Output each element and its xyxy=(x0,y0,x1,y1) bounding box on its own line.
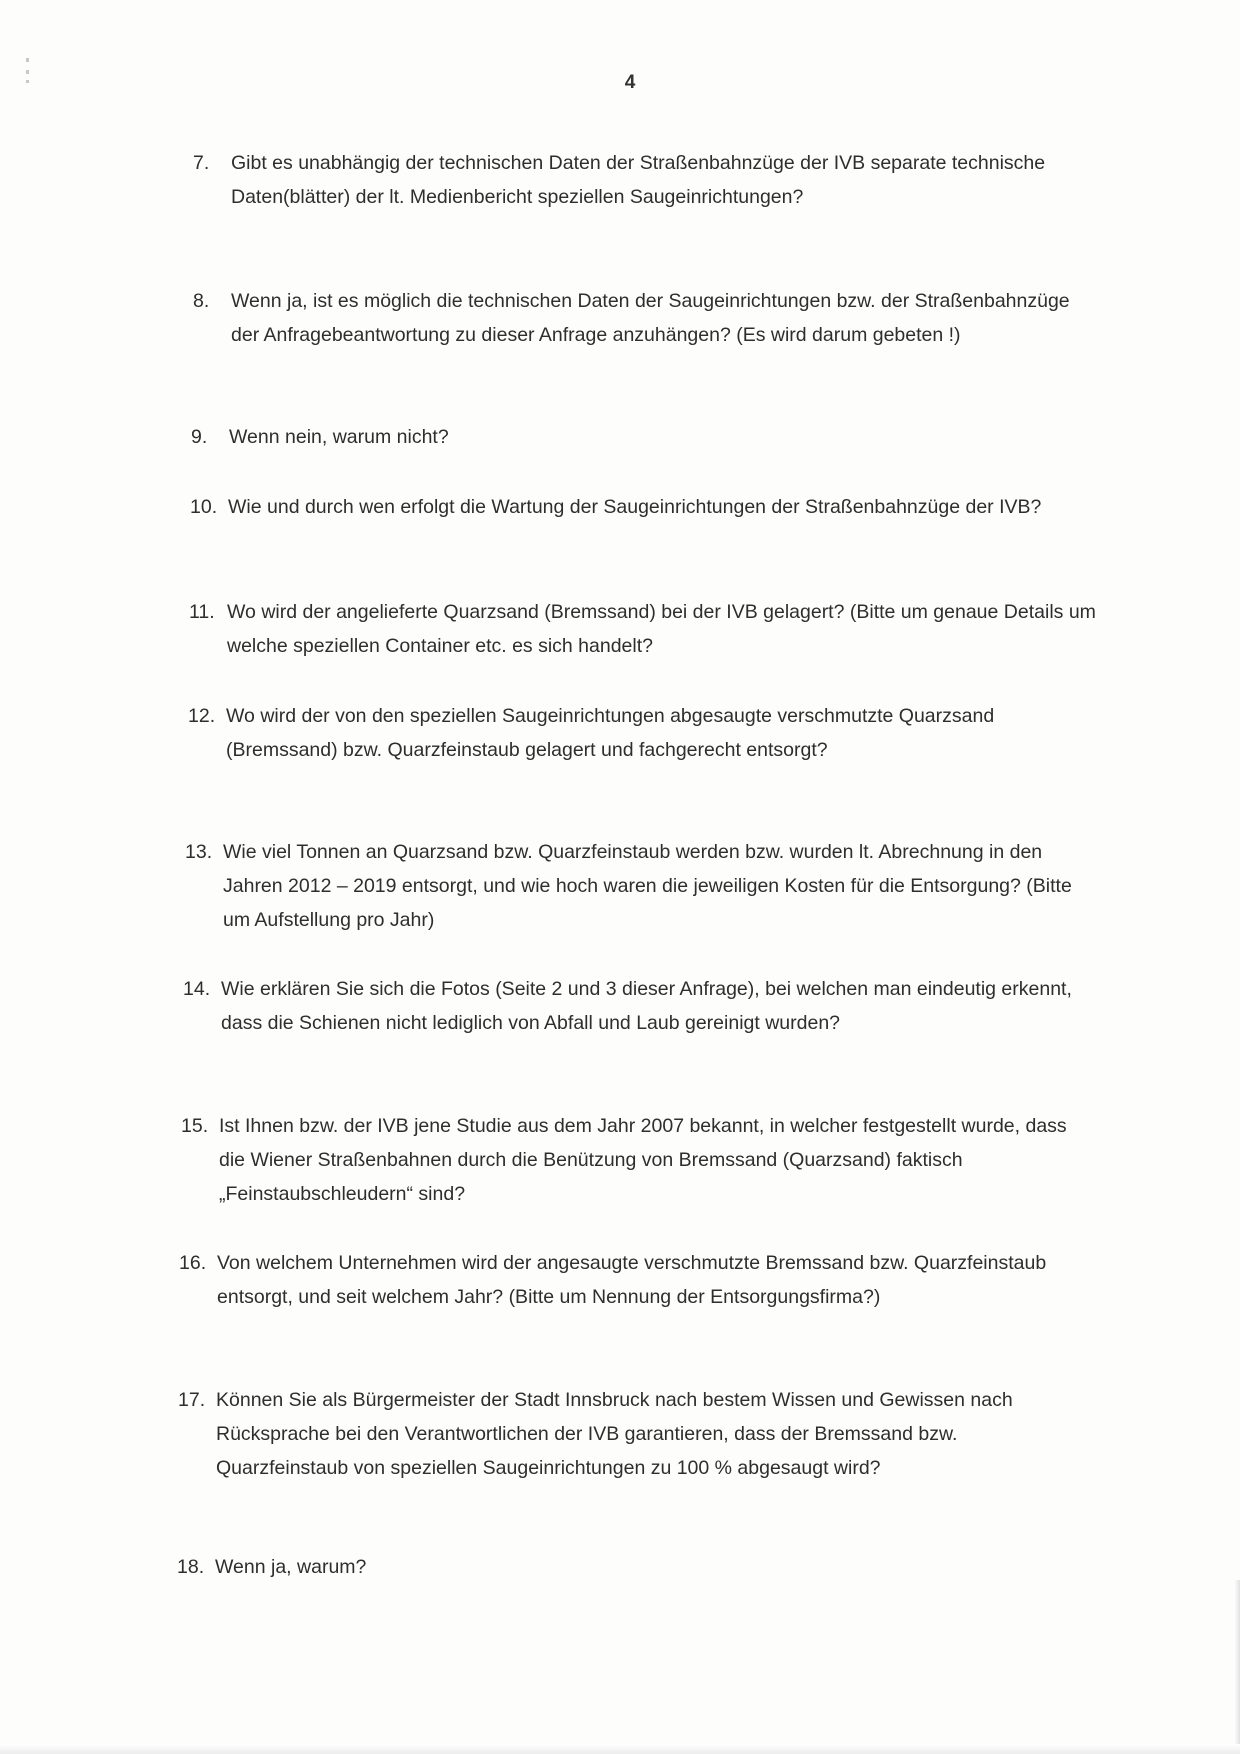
question-text: Gibt es unabhängig der technischen Daten der Straßenbahnzüge der IVB separate technische Daten(blätter) der lt. Medienbericht speziellen Saugeinrichtungen? xyxy=(231,152,1046,208)
question-item xyxy=(190,490,1100,524)
question-item xyxy=(193,284,1100,352)
question-item xyxy=(183,972,1093,1040)
question-number: 14. xyxy=(183,978,211,1000)
question-item xyxy=(177,1550,1088,1584)
question-number: 12. xyxy=(188,705,216,727)
question-text: Wenn nein, warum nicht? xyxy=(229,426,449,448)
question-text: Können Sie als Bürgermeister der Stadt Innsbruck nach bestem Wissen und Gewissen nach Rücksprache bei den Verantwortlichen der IVB garantieren, dass der Bremssand bzw. Quarzfeinstaub von speziellen Saugeinrichtungen zu 100 % abgesaugt wird? xyxy=(216,1389,1013,1479)
question-item xyxy=(178,1383,1089,1485)
question-number: 17. xyxy=(178,1389,206,1411)
question-item xyxy=(179,1246,1090,1314)
question-item xyxy=(193,146,1100,214)
question-number: 11. xyxy=(189,601,215,623)
question-text: Ist Ihnen bzw. der IVB jene Studie aus dem Jahr 2007 bekannt, in welcher festgestellt wurde, dass die Wiener Straßenbahnen durch die Benützung von Bremssand (Quarzsand) faktisch „Feinstaubschleudern“ sind? xyxy=(219,1115,1067,1205)
question-text: Wie viel Tonnen an Quarzsand bzw. Quarzfeinstaub werden bzw. wurden lt. Abrechnung in den Jahren 2012 – 2019 entsorgt, und wie hoch waren die jeweiligen Kosten für die Entsorgung? (Bitte um Aufstellung pro Jahr) xyxy=(223,841,1072,931)
question-item xyxy=(189,595,1098,663)
question-text: Wie erklären Sie sich die Fotos (Seite 2 und 3 dieser Anfrage), bei welchen man eindeutig erkennt, dass die Schienen nicht lediglich von Abfall und Laub gereinigt wurden? xyxy=(221,978,1072,1034)
question-text: Wo wird der von den speziellen Saugeinrichtungen abgesaugte verschmutzte Quarzsand (Bremssand) bzw. Quarzfeinstaub gelagert und fachgerecht entsorgt? xyxy=(226,705,995,761)
question-number: 13. xyxy=(185,841,213,863)
question-item xyxy=(185,835,1095,937)
question-number: 16. xyxy=(179,1252,207,1274)
question-item xyxy=(181,1109,1092,1211)
question-number: 10. xyxy=(190,496,218,518)
scan-edge-shadow xyxy=(1234,1580,1240,1754)
question-text: Wo wird der angelieferte Quarzsand (Bremssand) bei der IVB gelagert? (Bitte um genaue Details um welche speziellen Container etc. es sich handelt? xyxy=(227,601,1096,657)
question-text: Wie und durch wen erfolgt die Wartung der Saugeinrichtungen der Straßenbahnzüge der IVB? xyxy=(228,496,1042,518)
question-number: 9. xyxy=(191,426,208,448)
page-number: 4 xyxy=(624,72,636,93)
question-text: Wenn ja, warum? xyxy=(215,1556,367,1578)
question-item xyxy=(191,420,1100,454)
question-number: 15. xyxy=(181,1115,209,1137)
question-text: Von welchem Unternehmen wird der angesaugte verschmutzte Bremssand bzw. Quarzfeinstaub entsorgt, und seit welchem Jahr? (Bitte um Nennung der Entsorgungsfirma?) xyxy=(217,1252,1047,1308)
scan-bottom-shadow xyxy=(0,1744,1240,1754)
question-item xyxy=(188,699,1096,767)
question-number: 7. xyxy=(193,152,210,174)
question-text: Wenn ja, ist es möglich die technischen Daten der Saugeinrichtungen bzw. der Straßenbahnzüge der Anfragebeantwortung zu dieser Anfrage anzuhängen? (Es wird darum gebeten !) xyxy=(231,290,1070,346)
question-number: 18. xyxy=(177,1556,205,1578)
question-number: 8. xyxy=(193,290,210,312)
